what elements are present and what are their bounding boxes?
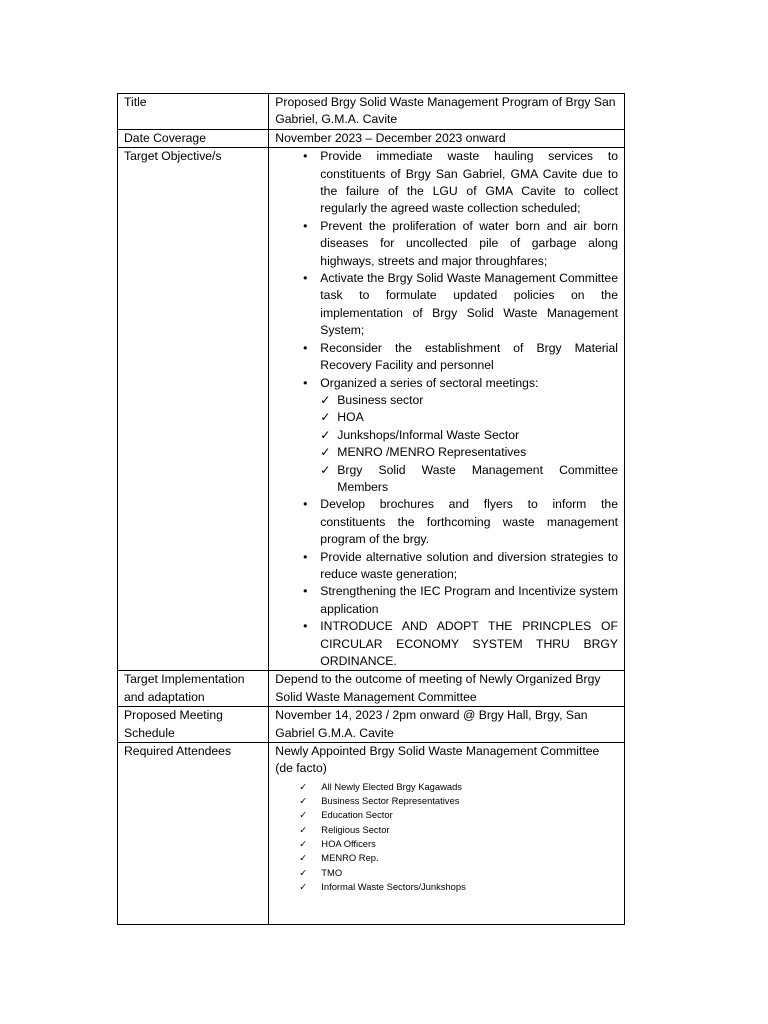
checkmark-icon: ✓ bbox=[299, 838, 308, 850]
checkmark-icon: ✓ bbox=[299, 795, 308, 807]
required-attendees-label: Required Attendees bbox=[118, 743, 269, 925]
attendee-item bbox=[275, 837, 618, 851]
objective-text: Provide alternative solution and diversion strategies to reduce waste generation; bbox=[320, 549, 618, 581]
bullet-icon: • bbox=[303, 271, 308, 286]
blank-space bbox=[275, 894, 618, 924]
objective-text: INTRODUCE AND ADOPT THE PRINCPLES OF CIRCULAR ECONOMY SYSTEM THRU BRGY ORDINANCE. bbox=[320, 619, 618, 668]
bullet-icon: • bbox=[303, 497, 308, 512]
bullet-icon: • bbox=[303, 549, 308, 564]
sectoral-meeting-text: MENRO /MENRO Representatives bbox=[337, 445, 527, 460]
attendee-item bbox=[275, 866, 618, 880]
attendee-text: TMO bbox=[321, 866, 343, 878]
sectoral-meeting-item bbox=[320, 427, 618, 444]
title-label: Title bbox=[118, 94, 269, 130]
bullet-icon: • bbox=[303, 584, 308, 599]
bullet-icon: • bbox=[303, 619, 308, 634]
objective-text: Activate the Brgy Solid Waste Management Committee task to formulate updated policies on the implementation of Brgy Solid Waste Management System; bbox=[320, 271, 618, 338]
attendee-text: Business Sector Representatives bbox=[321, 795, 460, 807]
checkmark-icon: ✓ bbox=[299, 809, 308, 821]
sectoral-meeting-text: Business sector bbox=[337, 392, 424, 407]
program-table bbox=[117, 93, 625, 925]
objective-text: Strengthening the IEC Program and Incentivize system application bbox=[320, 584, 618, 616]
row-required-attendees bbox=[118, 743, 625, 925]
objective-item bbox=[275, 583, 618, 618]
title-value: Proposed Brgy Solid Waste Management Program of Brgy San Gabriel, G.M.A. Cavite bbox=[269, 94, 625, 130]
checkmark-icon: ✓ bbox=[320, 392, 331, 407]
bullet-icon: • bbox=[303, 340, 308, 355]
attendees-list bbox=[275, 780, 618, 894]
row-target-implementation bbox=[118, 671, 625, 707]
objective-text: Develop brochures and flyers to inform the constituents the forthcoming waste management program of the brgy. bbox=[320, 497, 618, 547]
checkmark-icon: ✓ bbox=[299, 880, 308, 892]
bullet-icon: • bbox=[303, 218, 308, 233]
checkmark-icon: ✓ bbox=[299, 780, 308, 792]
target-implementation-value: Depend to the outcome of meeting of Newly Organized Brgy Solid Waste Management Committee bbox=[269, 671, 625, 707]
attendee-item bbox=[275, 780, 618, 794]
target-implementation-label: Target Implementation and adaptation bbox=[118, 671, 269, 707]
attendee-item bbox=[275, 823, 618, 837]
objective-text: Reconsider the establishment of Brgy Material Recovery Facility and personnel bbox=[320, 340, 618, 373]
objective-item bbox=[275, 148, 618, 218]
sectoral-meeting-text: Brgy Solid Waste Management Committee Members bbox=[337, 462, 618, 494]
target-objectives-label: Target Objective/s bbox=[118, 148, 269, 671]
objective-item bbox=[275, 618, 618, 670]
objective-item bbox=[275, 375, 618, 497]
sectoral-meeting-text: Junkshops/Informal Waste Sector bbox=[337, 427, 520, 442]
attendee-text: Informal Waste Sectors/Junkshops bbox=[321, 880, 466, 892]
date-coverage-label: Date Coverage bbox=[118, 129, 269, 147]
target-objectives-value bbox=[269, 148, 625, 671]
checkmark-icon: ✓ bbox=[299, 823, 308, 835]
objective-item bbox=[275, 496, 618, 548]
sectoral-meetings-list bbox=[320, 392, 618, 496]
attendee-text: Religious Sector bbox=[321, 823, 390, 835]
attendee-text: HOA Officers bbox=[321, 838, 376, 850]
bullet-icon: • bbox=[303, 375, 308, 390]
sectoral-meeting-item bbox=[320, 392, 618, 409]
objectives-list bbox=[275, 148, 618, 670]
checkmark-icon: ✓ bbox=[299, 852, 308, 864]
date-coverage-value: November 2023 – December 2023 onward bbox=[269, 129, 625, 147]
attendee-item bbox=[275, 851, 618, 865]
checkmark-icon: ✓ bbox=[320, 462, 331, 477]
objective-text: Organized a series of sectoral meetings: bbox=[320, 375, 539, 390]
proposed-meeting-label: Proposed Meeting Schedule bbox=[118, 707, 269, 743]
sectoral-meeting-item bbox=[320, 462, 618, 497]
row-target-objectives bbox=[118, 148, 625, 671]
checkmark-icon: ✓ bbox=[320, 410, 331, 425]
required-attendees-value bbox=[269, 743, 625, 925]
attendee-item bbox=[275, 808, 618, 822]
proposed-meeting-value: November 14, 2023 / 2pm onward @ Brgy Hall, Brgy, San Gabriel G.M.A. Cavite bbox=[269, 707, 625, 743]
attendee-text: Education Sector bbox=[321, 809, 393, 821]
row-proposed-meeting bbox=[118, 707, 625, 743]
objective-item bbox=[275, 549, 618, 584]
row-title bbox=[118, 94, 625, 130]
attendee-item bbox=[275, 794, 618, 808]
checkmark-icon: ✓ bbox=[320, 445, 331, 460]
sectoral-meeting-item bbox=[320, 444, 618, 461]
attendee-text: All Newly Elected Brgy Kagawads bbox=[321, 780, 462, 792]
bullet-icon: • bbox=[303, 149, 308, 164]
sectoral-meeting-item bbox=[320, 409, 618, 426]
attendee-item bbox=[275, 880, 618, 894]
sectoral-meeting-text: HOA bbox=[337, 410, 364, 425]
attendees-intro: Newly Appointed Brgy Solid Waste Management Committee (de facto) bbox=[275, 744, 600, 776]
checkmark-icon: ✓ bbox=[320, 427, 331, 442]
objective-item bbox=[275, 270, 618, 340]
row-date-coverage bbox=[118, 129, 625, 147]
objective-item bbox=[275, 340, 618, 375]
attendee-text: MENRO Rep. bbox=[321, 852, 379, 864]
objective-item bbox=[275, 218, 618, 270]
checkmark-icon: ✓ bbox=[299, 866, 308, 878]
objective-text: Provide immediate waste hauling services to constituents of Brgy San Gabriel, GMA Cavite due to the failure of the LGU of GMA Cavite to collect regularly the agreed waste collection scheduled; bbox=[320, 149, 618, 216]
objective-text: Prevent the proliferation of water born and air born diseases for uncollected pile of garbage along highways, streets and major throughfares; bbox=[320, 218, 618, 268]
